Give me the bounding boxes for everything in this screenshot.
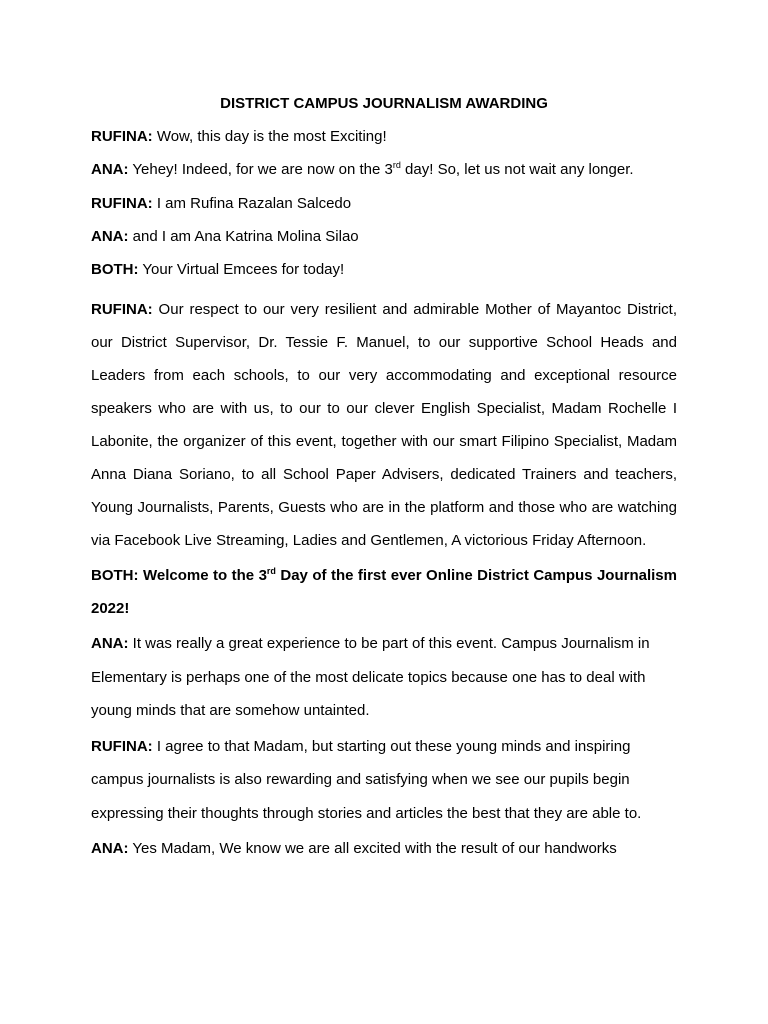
dialogue-line — [91, 160, 677, 181]
dialogue-line — [91, 730, 677, 830]
speaker-label: ANA: — [91, 227, 129, 245]
document-title: DISTRICT CAMPUS JOURNALISM AWARDING — [220, 95, 548, 112]
line-text: It was really a great experience to be part of this event. Campus Journalism in Elementary is perhaps one of the most delicate topics because one has to deal with young minds that are somehow untainted. — [91, 635, 650, 720]
line-text: day! So, let us not wait any longer. — [400, 161, 634, 179]
line-text: Welcome to the 3 — [138, 567, 267, 585]
dialogue-line — [91, 127, 677, 148]
line-text: Our respect to our very resilient and admirable Mother of Mayantoc District, our District Supervisor, Dr. Tessie F. Manuel, to our supportive School Heads and Leaders from each schools, to our very accommodating and exceptional resource speakers who are with us, to our to our clever English Specialist, Madam Rochelle I Labonite, the organizer of this event, together with our smart Filipino Specialist, Madam Anna Diana Soriano, to all School Paper Advisers, dedicated Trainers and teachers, Young Journalists, Parents, Guests who are in the platform and those who are watching via Facebook Live Streaming, Ladies and Gentlemen, A victorious Friday Afternoon. — [91, 301, 677, 550]
speaker-label: ANA: — [91, 161, 129, 179]
speaker-label: RUFINA: — [91, 128, 153, 145]
line-text: Yes Madam, We know we are all excited with the result of our handworks — [128, 839, 617, 857]
speaker-label: ANA: — [91, 635, 129, 653]
dialogue-line — [91, 194, 677, 215]
speaker-label: RUFINA: — [91, 194, 153, 212]
line-text: and I am Ana Katrina Molina Silao — [128, 227, 359, 245]
line-text: Wow, this day is the most Exciting! — [152, 128, 387, 145]
dialogue-line — [91, 832, 677, 865]
speaker-label: RUFINA: — [91, 737, 153, 755]
speaker-label: RUFINA: — [91, 301, 153, 319]
line-text: Yehey! Indeed, for we are now on the 3 — [128, 161, 393, 179]
speaker-label: BOTH: — [91, 567, 139, 585]
line-text: Your Virtual Emcees for today! — [138, 261, 345, 279]
ordinal-suffix: rd — [266, 566, 276, 577]
dialogue-line — [91, 559, 677, 625]
dialogue-line — [91, 227, 677, 248]
dialogue-line — [91, 627, 677, 727]
ordinal-suffix: rd — [392, 160, 401, 171]
line-text: I am Rufina Razalan Salcedo — [152, 194, 352, 212]
speaker-label: BOTH: — [91, 261, 139, 279]
speaker-label: ANA: — [91, 839, 129, 857]
line-text: I agree to that Madam, but starting out these young minds and inspiring campus journalists is also rewarding and satisfying when we see our pupils begin expressing their thoughts through stories and articles the best that they are able to. — [91, 737, 642, 822]
dialogue-line — [91, 260, 677, 281]
dialogue-line — [91, 293, 677, 557]
line-text: Day of the first ever Online District Campus Journalism 2022! — [91, 567, 677, 618]
